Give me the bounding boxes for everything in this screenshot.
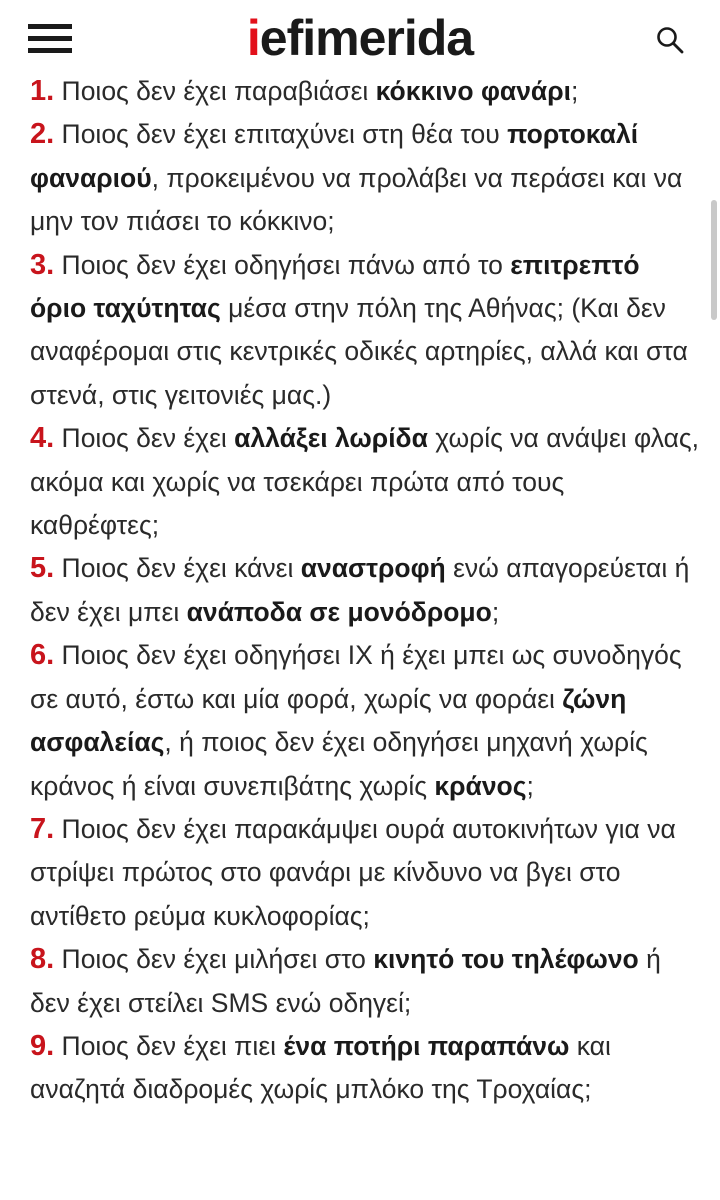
article-body [30, 70, 700, 1112]
bold-text: πορτοκαλί φαναριού [30, 119, 639, 193]
list-item [30, 547, 700, 634]
list-item [30, 634, 700, 808]
item-text: Ποιος δεν έχει οδηγήσει πάνω από το [54, 249, 511, 280]
list-item [30, 1025, 700, 1112]
item-number: 9. [30, 1029, 55, 1062]
item-text: και αναζητά διαδρομές χωρίς μπλόκο της Τροχαίας; [30, 1030, 611, 1105]
item-number: 4. [30, 422, 55, 455]
item-text: ; [526, 770, 534, 801]
item-text: , προκειμένου να προλάβει να περάσει και να μην τον πιάσει το κόκκινο; [30, 162, 683, 237]
item-text: χωρίς να ανάψει φλας, ακόμα και χωρίς να τσεκάρει πρώτα από τους καθρέφτες; [30, 423, 700, 541]
item-text: Ποιος δεν έχει παρακάμψει ουρά αυτοκινήτων για να στρίψει πρώτος στο φανάρι με κίνδυνο να βγει στο αντίθετο ρεύμα κυκλοφορίας; [30, 813, 676, 931]
item-text: ; [491, 596, 500, 627]
item-text: ενώ απαγορεύεται ή δεν έχει μπει [30, 553, 690, 627]
list-item [30, 70, 700, 113]
item-number: 6. [30, 639, 55, 672]
site-logo[interactable] [0, 10, 720, 66]
bold-text: αλλάξει λωρίδα [234, 423, 428, 454]
item-number: 2. [30, 118, 55, 151]
item-number: 8. [30, 943, 55, 976]
bold-text: κόκκινο φανάρι [375, 76, 571, 106]
bold-text: ανάποδα σε μονόδρομο [186, 596, 492, 627]
item-number: 1. [30, 75, 55, 107]
bold-text: κράνος [434, 770, 527, 801]
list-item [30, 808, 700, 938]
list-item [30, 113, 700, 243]
list-item [30, 244, 700, 418]
bold-text: ένα ποτήρι παραπάνω [283, 1030, 570, 1061]
item-text: ; [570, 76, 579, 106]
item-text: μέσα στην πόλη της Αθήνας; (Και δεν αναφέρομαι στις κεντρικές οδικές αρτηρίες, αλλά και στα στενά, στις γειτονιές μας.) [30, 293, 688, 410]
scrollbar-thumb[interactable] [711, 200, 717, 320]
item-text: Ποιος δεν έχει παραβιάσει [54, 76, 376, 106]
search-icon[interactable] [654, 24, 688, 58]
item-text: Ποιος δεν έχει επιταχύνει στη θέα του [54, 119, 508, 150]
logo-rest: efimerida [259, 10, 474, 66]
item-number: 7. [30, 812, 55, 845]
list-item [30, 417, 700, 547]
bold-text: κινητό του τηλέφωνο [373, 944, 639, 975]
site-header [0, 0, 720, 78]
bold-text: επιτρεπτό όριο ταχύτητας [30, 249, 640, 324]
logo-prefix: i [246, 10, 260, 66]
item-text: Ποιος δεν έχει οδηγήσει ΙΧ ή έχει μπει ως συνοδηγός σε αυτό, έστω και μία φορά, χωρίς να φοράει [30, 640, 682, 714]
item-text: Ποιος δεν έχει μιλήσει στο [54, 944, 374, 975]
item-text: Ποιος δεν έχει πιει [54, 1030, 284, 1061]
item-text: ή δεν έχει στείλει SMS ενώ οδηγεί; [30, 944, 661, 1018]
item-number: 3. [30, 248, 55, 281]
bold-text: αναστροφή [300, 553, 446, 584]
list-item [30, 938, 700, 1025]
item-number: 5. [30, 552, 55, 585]
item-text: , ή ποιος δεν έχει οδηγήσει μηχανή χωρίς κράνος ή είναι συνεπιβάτης χωρίς [30, 727, 648, 801]
search-icon-graphic [654, 24, 688, 58]
bold-text: ζώνη ασφαλείας [30, 683, 627, 758]
item-text: Ποιος δεν έχει κάνει [54, 553, 301, 584]
item-text: Ποιος δεν έχει [54, 423, 235, 454]
